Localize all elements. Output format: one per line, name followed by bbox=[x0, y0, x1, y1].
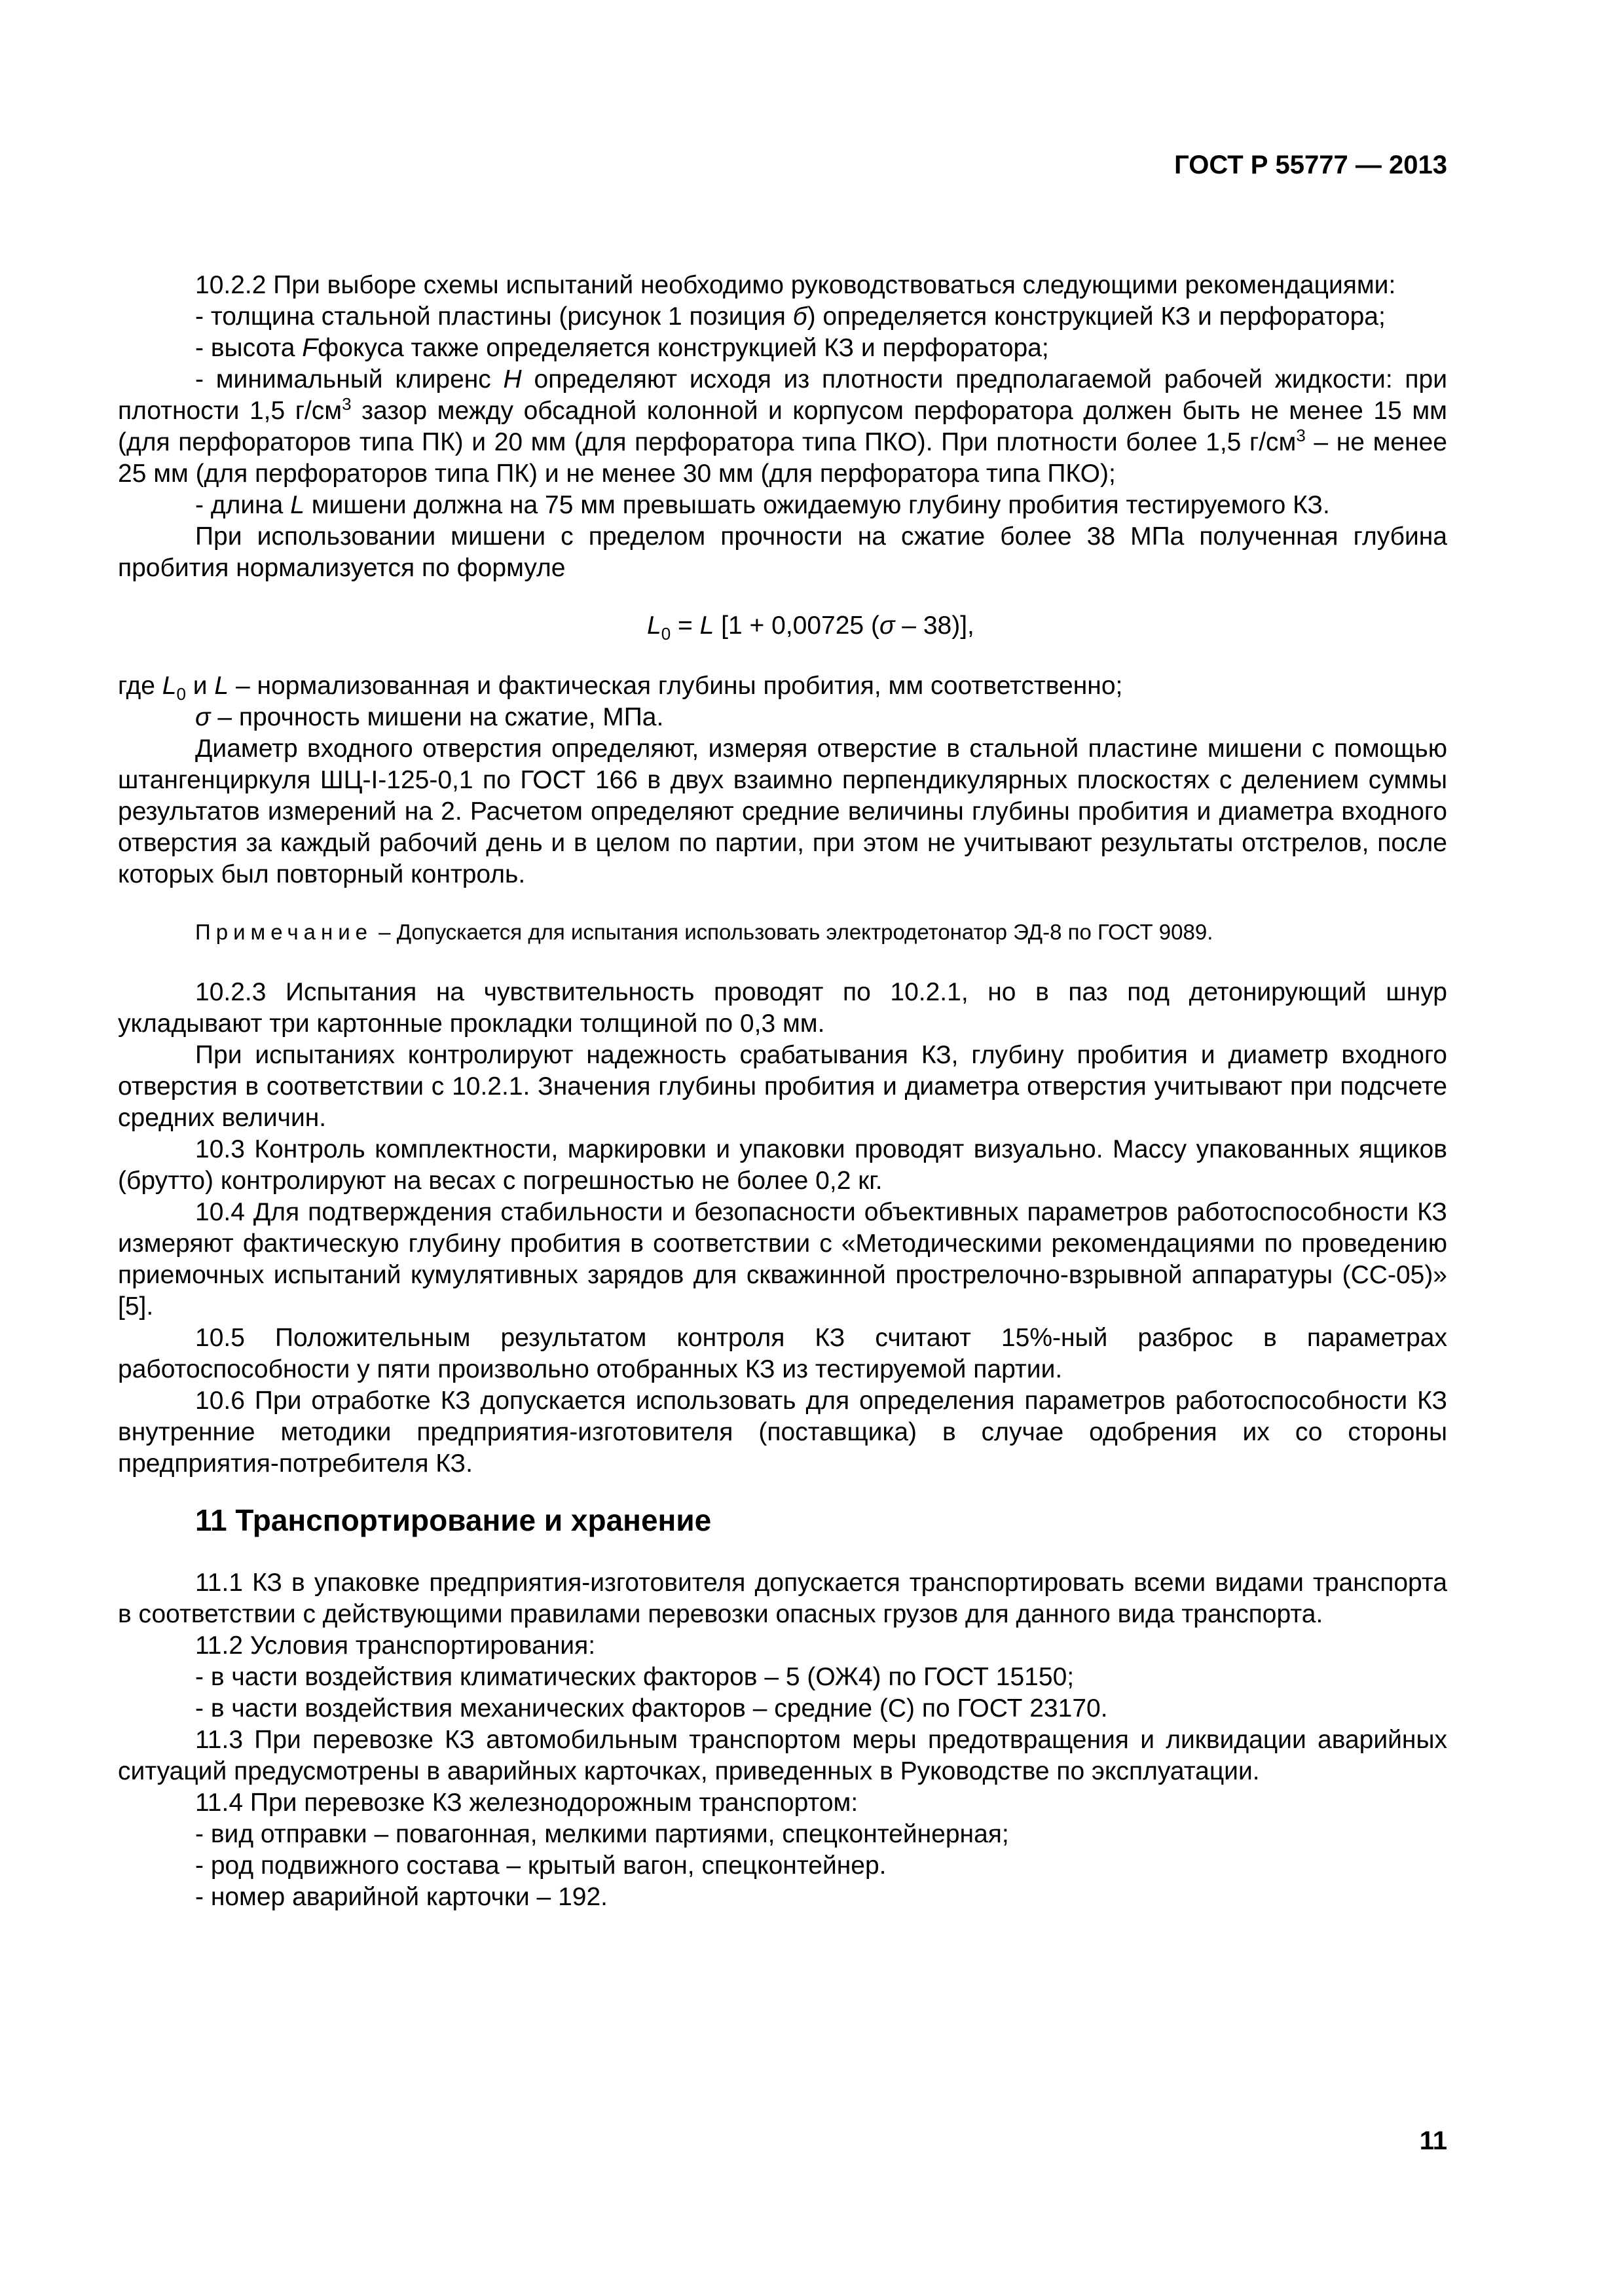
sigma-definition: σ – прочность мишени на сжатие, МПа. bbox=[195, 703, 664, 731]
note-text: – Допускается для испытания использовать электродетонатор ЭД-8 по ГОСТ 9089. bbox=[373, 920, 1213, 944]
document-header: ГОСТ Р 55777 — 2013 bbox=[1174, 151, 1447, 179]
para-10-2-3: 10.2.3 Испытания на чувствительность проводят по 10.2.1, но в паз под детонирующий шнур укладывают три картонные прокладки толщиной по 0,3 мм. bbox=[118, 978, 1447, 1038]
para-10-2-2-intro: 10.2.2 При выборе схемы испытаний необходимо руководствоваться следующими рекомендациями: bbox=[195, 271, 1396, 299]
bullet-focus-height: - высота Fфокуса также определяется конструкцией КЗ и перфоратора; bbox=[195, 334, 1049, 362]
para-entry-diameter: Диаметр входного отверстия определяют, измеряя отверстие в стальной пластине мишени с помощью штангенциркуля ШЦ-I-125-0,1 по ГОСТ 166 в двух взаимно перпендикулярных плоскостях с делением суммы результатов измерений на 2. Расчетом определяют средние величины глубины пробития и диаметра входного отверстия за каждый рабочий день и в целом по партии, при этом не учитывают результаты отстрелов, после которых был повторный контроль. bbox=[118, 735, 1447, 888]
para-11-3: 11.3 При перевозке КЗ автомобильным транспортом меры предотвращения и ликвидации аварийных ситуаций предусмотрены в аварийных карточках, приведенных в Руководстве по эксплуатации. bbox=[118, 1726, 1447, 1785]
note-label: Примечание bbox=[195, 920, 373, 944]
bullet-climatic-factors: - в части воздействия климатических факторов – 5 (ОЖ4) по ГОСТ 15150; bbox=[195, 1663, 1075, 1691]
para-10-6: 10.6 При отработке КЗ допускается использовать для определения параметров работоспособности КЗ внутренние методики предприятия-изготовителя (поставщика) в случае одобрения их со стороны предприятия-потребителя КЗ. bbox=[118, 1387, 1447, 1478]
page-number: 11 bbox=[1419, 2126, 1447, 2155]
normalization-formula: $L_0 = L$ [1 + 0,00725 (σ – 38)], bbox=[647, 611, 974, 644]
bullet-shipment-type: - вид отправки – повагонная, мелкими партиями, спецконтейнерная; bbox=[195, 1820, 1009, 1848]
bullet-min-clearance: - минимальный клиренс H определяют исходя из плотности предполагаемой рабочей жидкости: при плотности 1,5 $г/см^3$ зазор между обсадной колонной и корпусом перфоратора должен быть не менее 15 мм (для перфораторов типа ПК) и 20 мм (для перфоратора типа ПКО). При плотности более 1,5 $г/см^3$ – не менее 25 мм (для перфораторов типа ПК) и не менее 30 мм (для перфоратора типа ПКО); bbox=[118, 365, 1447, 488]
document-body bbox=[118, 270, 1447, 1913]
para-10-3: 10.3 Контроль комплектности, маркировки и упаковки проводят визуально. Массу упакованных ящиков (брутто) контролируют на весах с погрешностью не более 0,2 кг. bbox=[118, 1135, 1447, 1195]
bullet-mechanical-factors: - в части воздействия механических факторов – средние (С) по ГОСТ 23170. bbox=[195, 1694, 1108, 1722]
para-11-1: 11.1 КЗ в упаковке предприятия-изготовителя допускается транспортировать всеми видами транспорта в соответствии с действующими правилами перевозки опасных грузов для данного вида транспорта. bbox=[118, 1569, 1447, 1628]
bullet-plate-thickness: - толщина стальной пластины (рисунок 1 позиция б) определяется конструкцией КЗ и перфоратора; bbox=[195, 302, 1386, 331]
para-10-4: 10.4 Для подтверждения стабильности и безопасности объективных параметров работоспособности КЗ измеряют фактическую глубину пробития в соответствии с «Методическими рекомендациями по проведению приемочных испытаний кумулятивных зарядов для скважинной прострелочно-взрывной аппаратуры (СС-05)» [5]. bbox=[118, 1198, 1447, 1321]
para-10-5: 10.5 Положительным результатом контроля КЗ считают 15%-ный разброс в параметрах работоспособности у пяти произвольно отобранных КЗ из тестируемой партии. bbox=[118, 1324, 1447, 1383]
bullet-rolling-stock: - род подвижного состава – крытый вагон, спецконтейнер. bbox=[195, 1851, 887, 1880]
para-normalization: При использовании мишени с пределом прочности на сжатие более 38 МПа полученная глубина пробития нормализуется по формуле bbox=[118, 522, 1447, 582]
bullet-emergency-card: - номер аварийной карточки – 192. bbox=[195, 1883, 608, 1911]
para-11-4: 11.4 При перевозке КЗ железнодорожным транспортом: bbox=[195, 1789, 858, 1817]
note bbox=[118, 918, 1447, 947]
section-11-heading: 11 Транспортирование и хранение bbox=[195, 1503, 712, 1537]
bullet-target-length: - длина L мишени должна на 75 мм превышать ожидаемую глубину пробития тестируемого КЗ. bbox=[195, 491, 1330, 519]
para-10-2-3-control: При испытаниях контролируют надежность срабатывания КЗ, глубину пробития и диаметр входного отверстия в соответствии с 10.2.1. Значения глубины пробития и диаметра отверстия учитывают при подсчете средних величин. bbox=[118, 1041, 1447, 1132]
formula-where-clause: где $L_0$ и L – нормализованная и фактическая глубины пробития, мм соответственно; bbox=[118, 672, 1123, 704]
para-11-2: 11.2 Условия транспортирования: bbox=[195, 1631, 596, 1660]
